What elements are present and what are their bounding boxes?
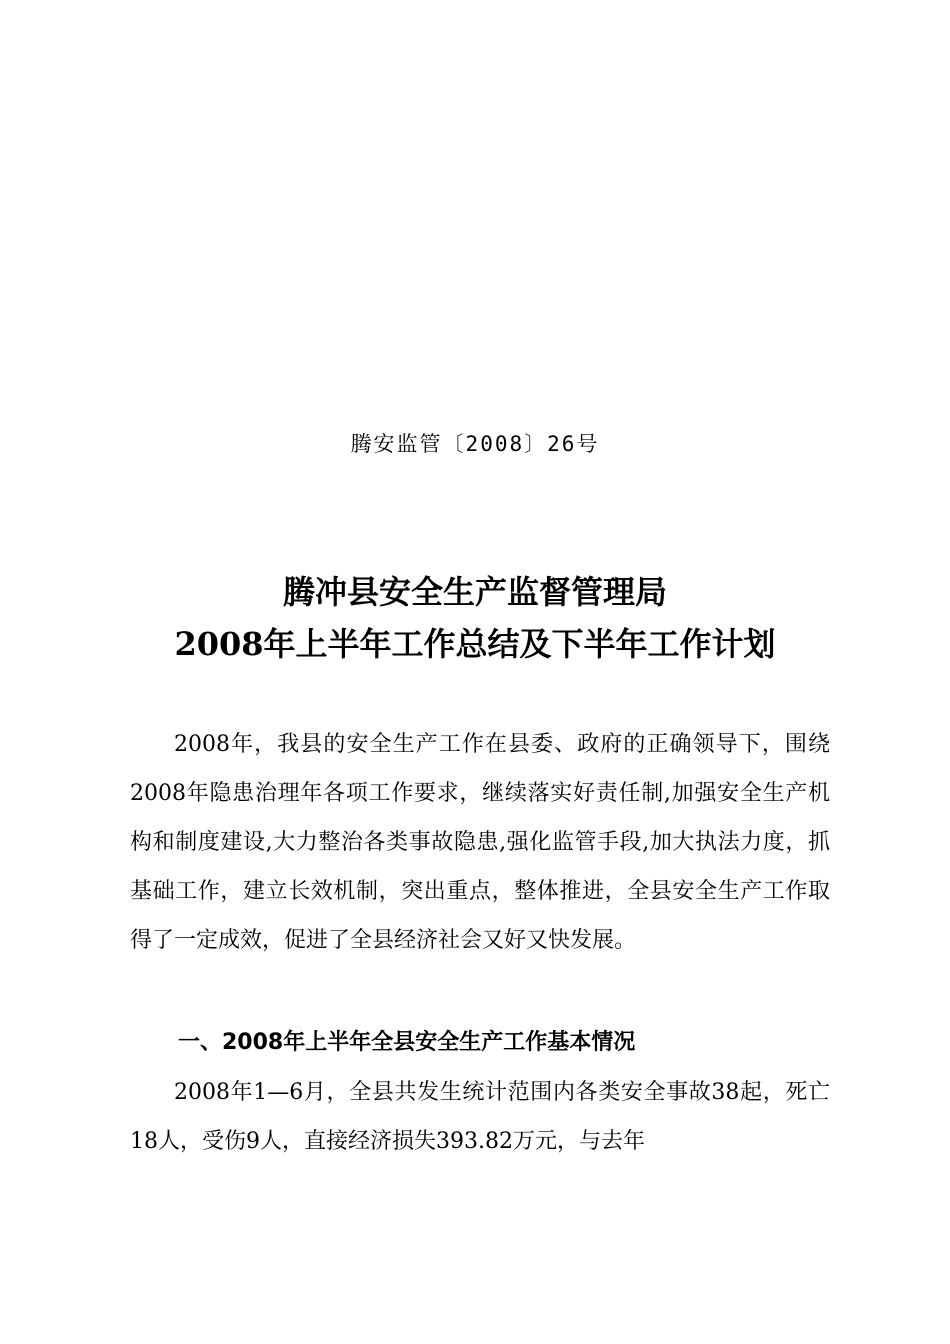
document-title-line-2: 2008年上半年工作总结及下半年工作计划 (174, 625, 776, 663)
document-title-line-1: 腾冲县安全生产监督管理局 (282, 573, 667, 611)
section-heading-1: 一、2008年上半年全县安全生产工作基本情况 (178, 1030, 636, 1055)
document-number: 腾安监管〔2008〕26号 (350, 432, 600, 456)
section-1-paragraph: 2008年1—6月，全县共发生统计范围内各类安全事故38起，死亡18人，受伤9人，直接经济损失393.82万元，与去年 (130, 1080, 830, 1154)
intro-paragraph: 2008年，我县的安全生产工作在县委、政府的正确领导下，围绕2008年隐患治理年各项工作要求，继续落实好责任制,加强安全生产机构和制度建设,大力整治各类事故隐患,强化监管手段,加大执法力度，抓基础工作，建立长效机制，突出重点，整体推进，全县安全生产工作取得了一定成效，促进了全县经济社会又好又快发展。 (130, 732, 830, 953)
